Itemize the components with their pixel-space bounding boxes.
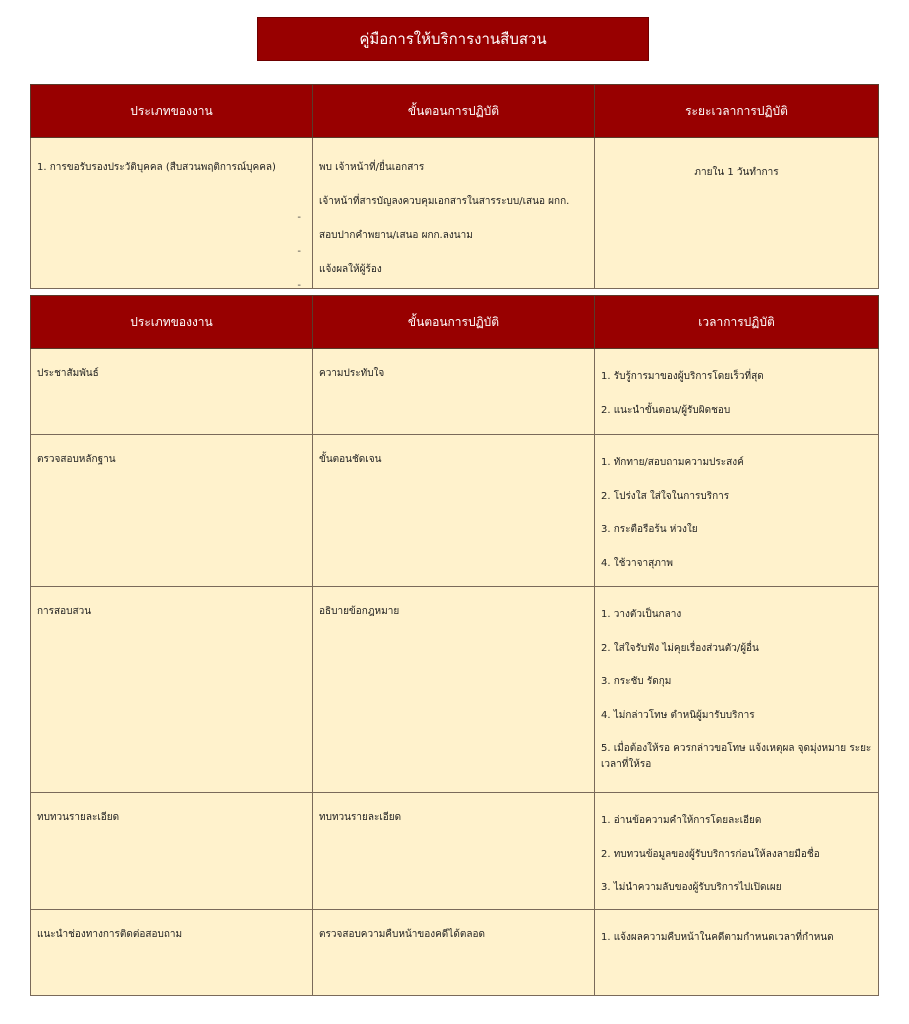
header-time: เวลาการปฏิบัติ bbox=[595, 296, 879, 349]
list-item: 5. เมื่อต้องให้รอ ควรกล่าวขอโทษ แจ้งเหตุผล จุดมุ่งหมาย ระยะเวลาที่ให้รอ bbox=[601, 743, 872, 770]
work-type-cell bbox=[31, 349, 313, 435]
work-type-cell bbox=[31, 435, 313, 587]
step-marker: - bbox=[297, 212, 301, 223]
work-type-text: 1. การขอรับรองประวัติบุคคล (สืบสวนพฤติการณ์บุคคล) bbox=[37, 162, 276, 173]
header-work-type: ประเภทของงาน bbox=[31, 296, 313, 349]
work-type-text: ตรวจสอบหลักฐาน bbox=[37, 454, 116, 465]
list-item: 2. ทบทวนข้อมูลของผู้รับบริการก่อนให้ลงลายมือชื่อ bbox=[601, 848, 820, 860]
procedure-cell bbox=[313, 910, 595, 996]
list-item: 1. รับรู้การมาของผู้บริการโดยเร็วที่สุด bbox=[601, 371, 764, 382]
list-item: 1. แจ้งผลความคืบหน้าในคดีตามกำหนดเวลาที่กำหนด bbox=[601, 932, 834, 943]
work-type-text: แนะนำช่องทางการติดต่อสอบถาม bbox=[37, 929, 183, 940]
procedure-text: ขั้นตอนชัดเจน bbox=[319, 454, 382, 465]
work-type-cell bbox=[31, 910, 313, 996]
time-cell bbox=[595, 435, 879, 587]
procedure-text: ความประทับใจ bbox=[319, 368, 385, 379]
practice-list bbox=[595, 587, 878, 781]
list-item: 1. ทักทาย/สอบถามความประสงค์ bbox=[601, 457, 744, 468]
list-item: 3. ไม่นำความลับของผู้รับบริการไปเปิดเผย bbox=[601, 882, 782, 893]
header-work-type: ประเภทของงาน bbox=[31, 85, 313, 138]
work-type-cell bbox=[31, 587, 313, 793]
list-item: 4. ไม่กล่าวโทษ ตำหนิผู้มารับบริการ bbox=[601, 709, 755, 721]
work-type-text: ประชาสัมพันธ์ bbox=[37, 368, 99, 379]
work-type-cell bbox=[31, 138, 313, 289]
step-item: แจ้งผลให้ผู้ร้อง bbox=[319, 264, 382, 275]
procedure-cell bbox=[313, 793, 595, 910]
procedure-text: ทบทวนรายละเอียด bbox=[319, 812, 402, 823]
practice-list bbox=[595, 793, 878, 905]
procedure-cell bbox=[313, 138, 595, 289]
list-item: 4. ใช้วาจาสุภาพ bbox=[601, 557, 673, 569]
time-cell bbox=[595, 349, 879, 435]
work-type-cell bbox=[31, 793, 313, 910]
step-item: สอบปากคำพยาน/เสนอ ผกก.ลงนาม bbox=[319, 230, 473, 241]
procedure-text: อธิบายข้อกฎหมาย bbox=[319, 606, 400, 617]
table-row bbox=[31, 138, 879, 289]
list-item: 2. ใส่ใจรับฟัง ไม่คุยเรื่องส่วนตัว/ผู้อื่น bbox=[601, 642, 759, 654]
list-item: 3. กระชับ รัดกุม bbox=[601, 676, 672, 687]
step-item: เจ้าหน้าที่สารบัญลงควบคุมเอกสารในสารระบบ/เสนอ ผกก. bbox=[319, 196, 570, 207]
service-steps-table bbox=[30, 84, 879, 289]
step-marker: - bbox=[297, 246, 301, 257]
procedure-cell bbox=[313, 349, 595, 435]
practice-list bbox=[595, 349, 878, 427]
step-marker: - bbox=[297, 280, 301, 291]
work-type-text: ทบทวนรายละเอียด bbox=[37, 812, 120, 823]
table-row bbox=[31, 793, 879, 910]
practice-list bbox=[595, 910, 878, 955]
list-item: 2. โปร่งใส ใส่ใจในการบริการ bbox=[601, 490, 730, 502]
table-row bbox=[31, 435, 879, 587]
service-quality-table bbox=[30, 295, 879, 996]
header-duration: ระยะเวลาการปฏิบัติ bbox=[595, 85, 879, 138]
table-row bbox=[31, 587, 879, 793]
time-cell bbox=[595, 793, 879, 910]
time-cell bbox=[595, 910, 879, 996]
list-item: 1. อ่านข้อความคำให้การโดยละเอียด bbox=[601, 815, 762, 826]
step-item: พบ เจ้าหน้าที่/ยื่นเอกสาร bbox=[319, 162, 425, 173]
duration-cell bbox=[595, 138, 879, 289]
procedure-text: ตรวจสอบความคืบหน้าของคดีได้ตลอด bbox=[319, 929, 485, 940]
list-item: 3. กระตือรือร้น ห่วงใย bbox=[601, 524, 698, 535]
list-item: 2. แนะนำขั้นตอน/ผู้รับผิดชอบ bbox=[601, 404, 731, 416]
practice-list bbox=[595, 435, 878, 580]
header-procedure: ขั้นตอนการปฏิบัติ bbox=[313, 296, 595, 349]
table-row bbox=[31, 910, 879, 996]
procedure-cell bbox=[313, 435, 595, 587]
list-item: 1. วางตัวเป็นกลาง bbox=[601, 609, 682, 620]
table-row bbox=[31, 349, 879, 435]
header-procedure: ขั้นตอนการปฏิบัติ bbox=[313, 85, 595, 138]
page-title: คู่มือการให้บริการงานสืบสวน bbox=[257, 17, 649, 61]
procedure-cell bbox=[313, 587, 595, 793]
time-cell bbox=[595, 587, 879, 793]
duration-text: ภายใน 1 วันทำการ bbox=[694, 167, 779, 178]
work-type-text: การสอบสวน bbox=[37, 606, 92, 617]
